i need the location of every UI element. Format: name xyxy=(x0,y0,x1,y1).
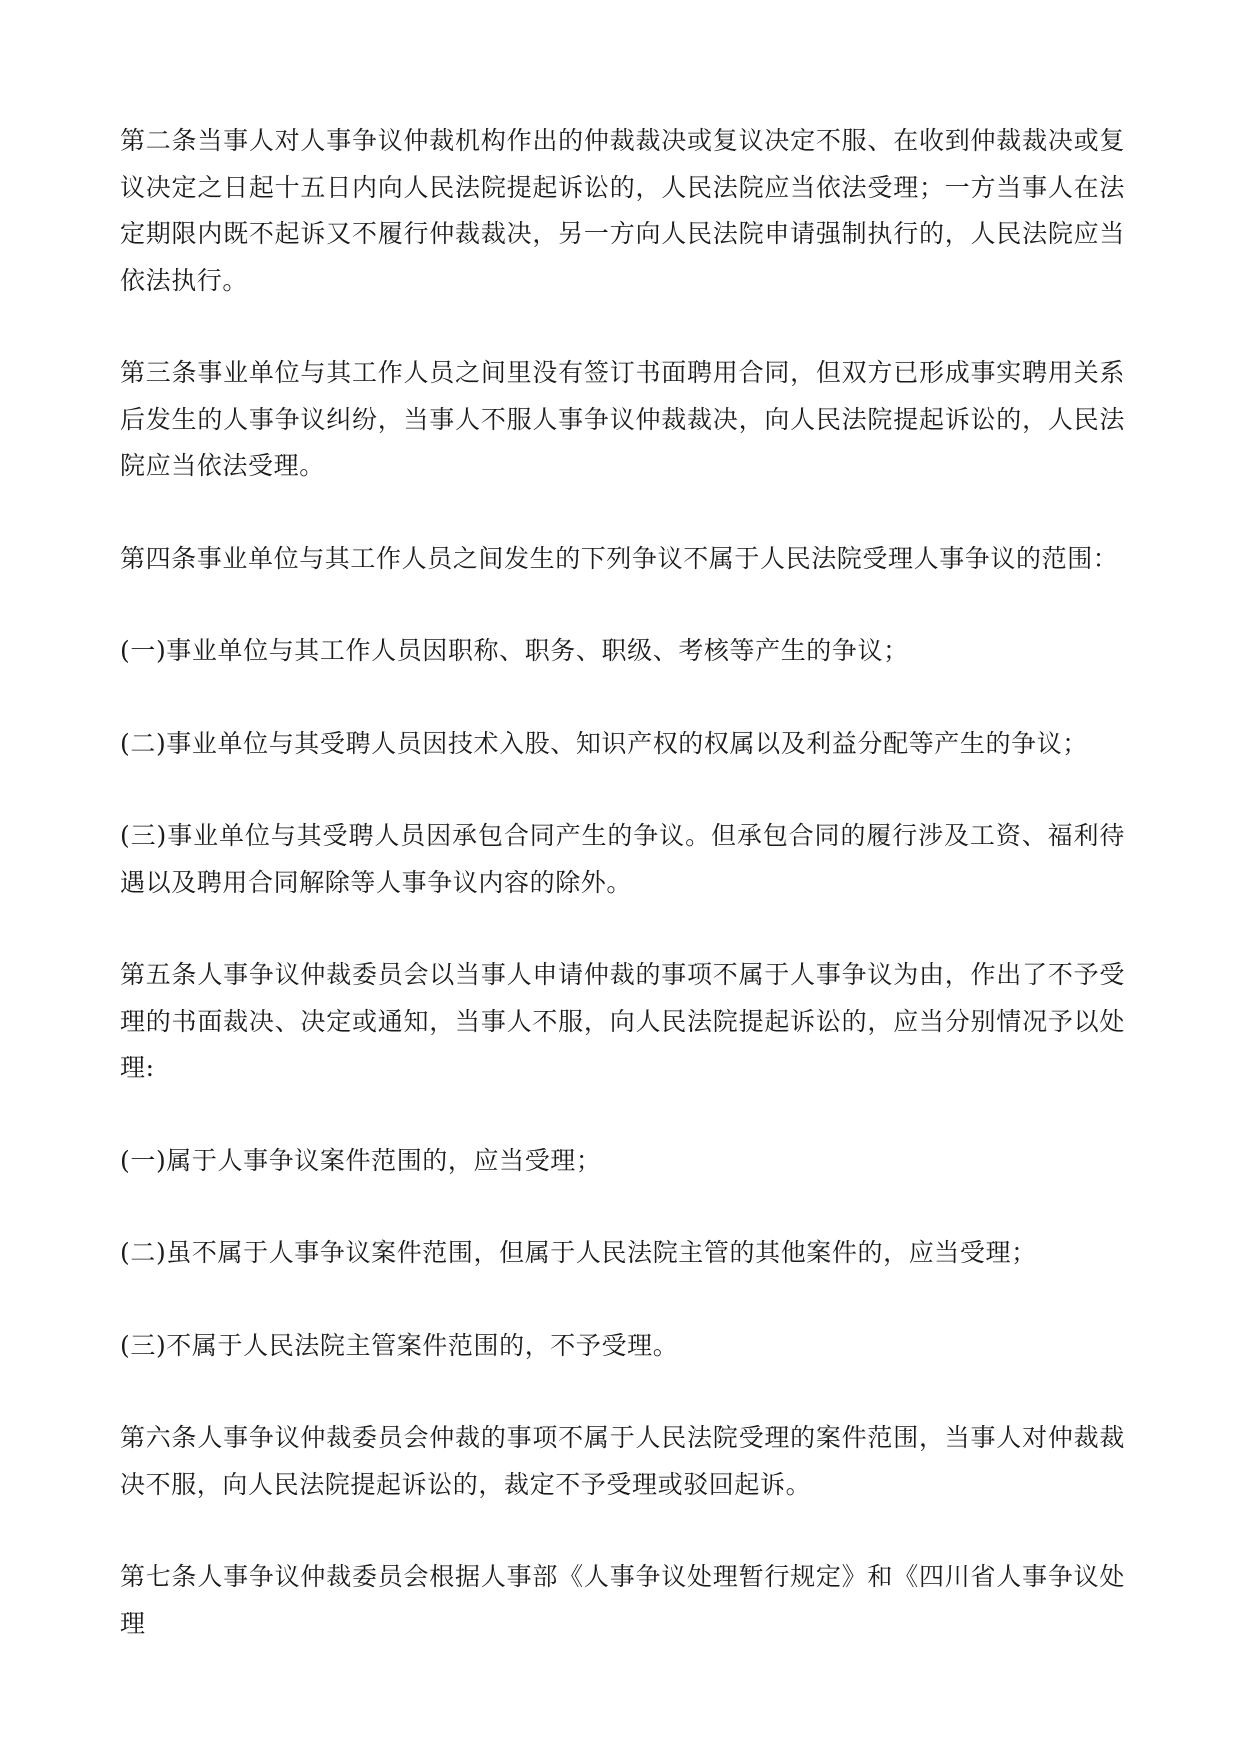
paragraph-article-3: 第三条事业单位与其工作人员之间里没有签订书面聘用合同，但双方已形成事实聘用关系后发生的人事争议纠纷，当事人不服人事争议仲裁裁决，向人民法院提起诉讼的，人民法院应当依法受理。 xyxy=(120,358,1125,480)
paragraph-article-2: 第二条当事人对人事争议仲裁机构作出的仲裁裁决或复议决定不服、在收到仲裁裁决或复议决定之日起十五日内向人民法院提起诉讼的，人民法院应当依法受理；一方当事人在法定期限内既不起诉又不履行仲裁裁决，另一方向人民法院申请强制执行的，人民法院应当依法执行。 xyxy=(120,126,1125,295)
paragraph-article-4-item-2: (二)事业单位与其受聘人员因技术入股、知识产权的权属以及利益分配等产生的争议； xyxy=(120,728,1088,758)
paragraph-article-4: 第四条事业单位与其工作人员之间发生的下列争议不属于人民法院受理人事争议的范围： xyxy=(120,543,1119,573)
paragraph-article-5-item-3: (三)不属于人民法院主管案件范围的，不予受理。 xyxy=(120,1330,679,1360)
paragraph-article-7: 第七条人事争议仲裁委员会根据人事部《人事争议处理暂行规定》和《四川省人事争议处理 xyxy=(120,1562,1125,1638)
paragraph-article-6: 第六条人事争议仲裁委员会仲裁的事项不属于人民法院受理的案件范围，当事人对仲裁裁决不服，向人民法院提起诉讼的，裁定不予受理或驳回起诉。 xyxy=(120,1423,1125,1499)
paragraph-article-4-item-3: (三)事业单位与其受聘人员因承包合同产生的争议。但承包合同的履行涉及工资、福利待遇以及聘用合同解除等人事争议内容的除外。 xyxy=(120,821,1125,897)
document-body xyxy=(120,118,1125,1647)
paragraph-article-5-item-2: (二)虽不属于人事争议案件范围，但属于人民法院主管的其他案件的，应当受理； xyxy=(120,1238,1037,1267)
paragraph-article-4-item-1: (一)事业单位与其工作人员因职称、职务、职级、考核等产生的争议； xyxy=(120,636,909,665)
paragraph-article-5: 第五条人事争议仲裁委员会以当事人申请仲裁的事项不属于人事争议为由，作出了不予受理的书面裁决、决定或通知，当事人不服，向人民法院提起诉讼的，应当分别情况予以处理: xyxy=(120,960,1125,1082)
paragraph-article-5-item-1: (一)属于人事争议案件范围的，应当受理； xyxy=(120,1145,602,1175)
